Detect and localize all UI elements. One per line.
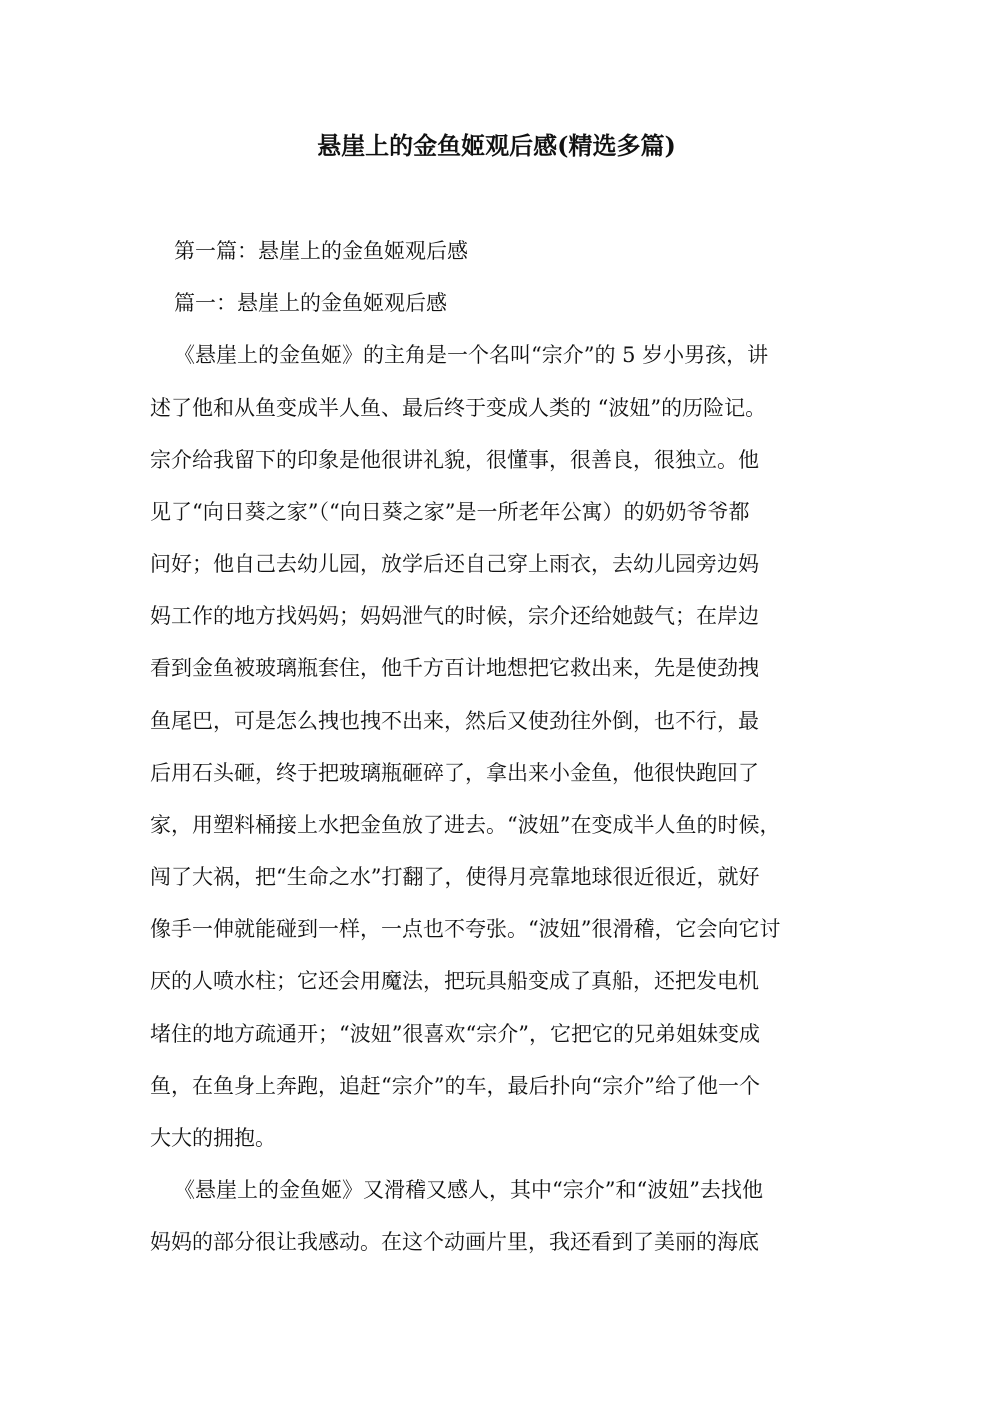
paragraph-line: 闯了大祸，把“生命之水”打翻了，使得月亮靠地球很近很近，就好	[150, 865, 760, 889]
paragraph-line: 鱼尾巴，可是怎么拽也拽不出来，然后又使劲往外倒，也不行，最	[150, 709, 759, 733]
paragraph-line: 见了“向日葵之家”（“向日葵之家”是一所老年公寓）的奶奶爷爷都	[150, 500, 750, 524]
subsection-heading: 篇一：悬崖上的金鱼姬观后感	[174, 291, 447, 315]
paragraph-line: 大大的拥抱。	[150, 1126, 276, 1150]
section-heading: 第一篇：悬崖上的金鱼姬观后感	[174, 239, 468, 263]
paragraph-line: 看到金鱼被玻璃瓶套住，他千方百计地想把它救出来，先是使劲拽	[150, 656, 759, 680]
paragraph-line: 鱼，在鱼身上奔跑，追赶“宗介”的车，最后扑向“宗介”给了他一个	[150, 1074, 760, 1098]
paragraph-line: 家，用塑料桶接上水把金鱼放了进去。“波妞”在变成半人鱼的时候，	[150, 813, 781, 837]
paragraph-line: 妈妈的部分很让我感动。在这个动画片里，我还看到了美丽的海底	[150, 1230, 759, 1254]
paragraph-line: 述了他和从鱼变成半人鱼、最后终于变成人类的 “波妞”的历险记。	[150, 396, 767, 420]
paragraph-line: 《悬崖上的金鱼姬》的主角是一个名叫“宗介”的 5 岁小男孩，讲	[174, 343, 769, 367]
document-title: 悬崖上的金鱼姬观后感(精选多篇)	[317, 131, 676, 160]
paragraph-line: 堵住的地方疏通开；“波妞”很喜欢“宗介”，它把它的兄弟姐妹变成	[150, 1022, 760, 1046]
paragraph-line: 妈工作的地方找妈妈；妈妈泄气的时候，宗介还给她鼓气；在岸边	[150, 604, 759, 628]
paragraph-line: 厌的人喷水柱；它还会用魔法，把玩具船变成了真船，还把发电机	[150, 969, 759, 993]
paragraph-line: 后用石头砸，终于把玻璃瓶砸碎了，拿出来小金鱼，他很快跑回了	[150, 761, 759, 785]
paragraph-line: 《悬崖上的金鱼姬》又滑稽又感人，其中“宗介”和“波妞”去找他	[174, 1178, 763, 1202]
paragraph-line: 问好；他自己去幼儿园，放学后还自己穿上雨衣，去幼儿园旁边妈	[150, 552, 759, 576]
paragraph-line: 宗介给我留下的印象是他很讲礼貌，很懂事，很善良，很独立。他	[150, 448, 759, 472]
paragraph-line: 像手一伸就能碰到一样，一点也不夸张。“波妞”很滑稽，它会向它讨	[150, 917, 781, 941]
